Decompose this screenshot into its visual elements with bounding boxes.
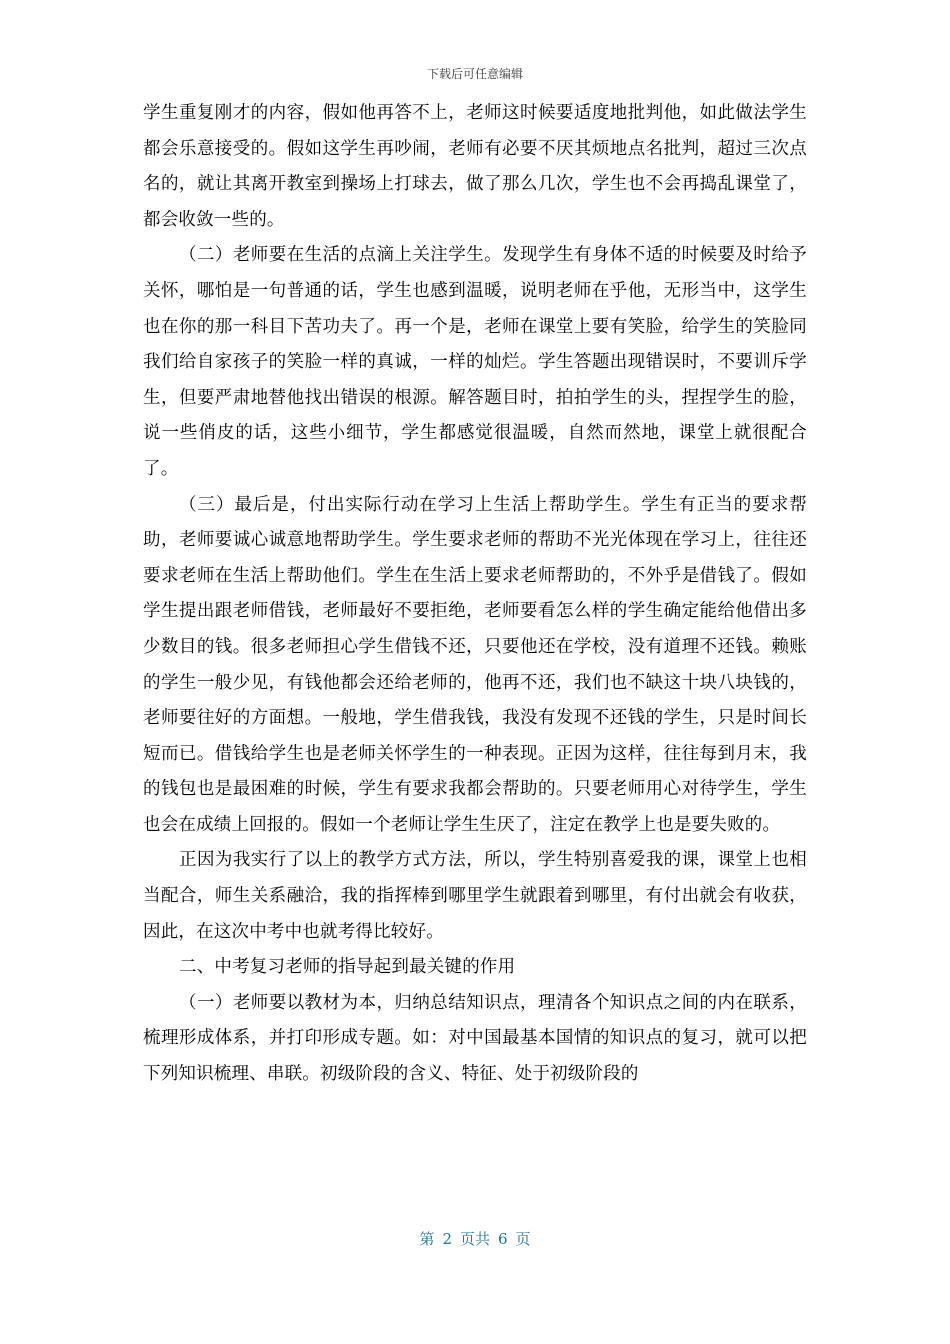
page-footer [0,1229,950,1249]
paragraph-section-three: （三）最后是，付出实际行动在学习上生活上帮助学生。学生有正当的要求帮助，老师要诚心诚意地帮助学生。学生要求老师的帮助不光光体现在学习上，往往还要求老师在生活上帮助他们。学生在生活上要求老师帮助的，不外乎是借钱了。假如学生提出跟老师借钱，老师最好不要拒绝，老师要看怎么样的学生确定能给他借出多少数目的钱。很多老师担心学生借钱不还，只要他还在学校，没有道理不还钱。赖账的学生一般少见，有钱他都会还给老师的，他再不还，我们也不缺这十块八块钱的，老师要往好的方面想。一般地，学生借我钱，我没有发现不还钱的学生，只是时间长短而已。借钱给学生也是老师关怀学生的一种表现。正因为这样，往往每到月末，我的钱包也是最困难的时候，学生有要求我都会帮助的。只要老师用心对待学生，学生也会在成绩上回报的。假如一个老师让学生生厌了，注定在教学上也是要失败的。 [143,494,807,835]
total-pages-number: 6 [498,1230,508,1248]
current-page-number: 2 [442,1230,452,1248]
footer-prefix: 第 [419,1230,435,1248]
page-header [0,66,950,82]
paragraph-continuation: 学生重复刚才的内容，假如他再答不上，老师这时候要适度地批判他，如此做法学生都会乐意接受的。假如这学生再吵闹，老师有必要不厌其烦地点名批判，超过三次点名的，就让其离开教室到操场上打球去，做了那么几次，学生也不会再捣乱课堂了，都会收敛一些的。 [143,103,807,230]
header-text: 下载后可任意编辑 [426,67,523,81]
footer-suffix: 页 [515,1230,531,1248]
paragraph-summary: 正因为我实行了以上的教学方式方法，所以，学生特别喜爱我的课，课堂上也相当配合，师生关系融洽，我的指挥棒到哪里学生就跟着到哪里，有付出就会有收获，因此，在这次中考中也就考得比较好。 [143,850,807,942]
section-heading: 二、中考复习老师的指导起到最关键的作用 [179,957,516,978]
paragraph-section-two: （二）老师要在生活的点滴上关注学生。发现学生有身体不适的时候要及时给予关怀，哪怕是一句普通的话，学生也感到温暖，说明老师在乎他，无形当中，这学生也在你的那一科目下苦功夫了。再一个是，老师在课堂上要有笑脸，给学生的笑脸同我们给自家孩子的笑脸一样的真诚，一样的灿烂。学生答题出现错误时，不要训斥学生，但要严肃地替他找出错误的根源。解答题目时，拍拍学生的头，捏捏学生的脸，说一些俏皮的话，这些小细节，学生都感觉很温暖，自然而然地，课堂上就很配合了。 [143,245,807,479]
document-body [143,96,807,1093]
paragraph-subsection-one: （一）老师要以教材为本，归纳总结知识点，理清各个知识点之间的内在联系，梳理形成体系，并打印形成专题。如：对中国最基本国情的知识点的复习，就可以把下列知识梳理、串联。初级阶段的含义、特征、处于初级阶段的 [143,992,807,1085]
footer-mid: 页共 [459,1230,490,1248]
